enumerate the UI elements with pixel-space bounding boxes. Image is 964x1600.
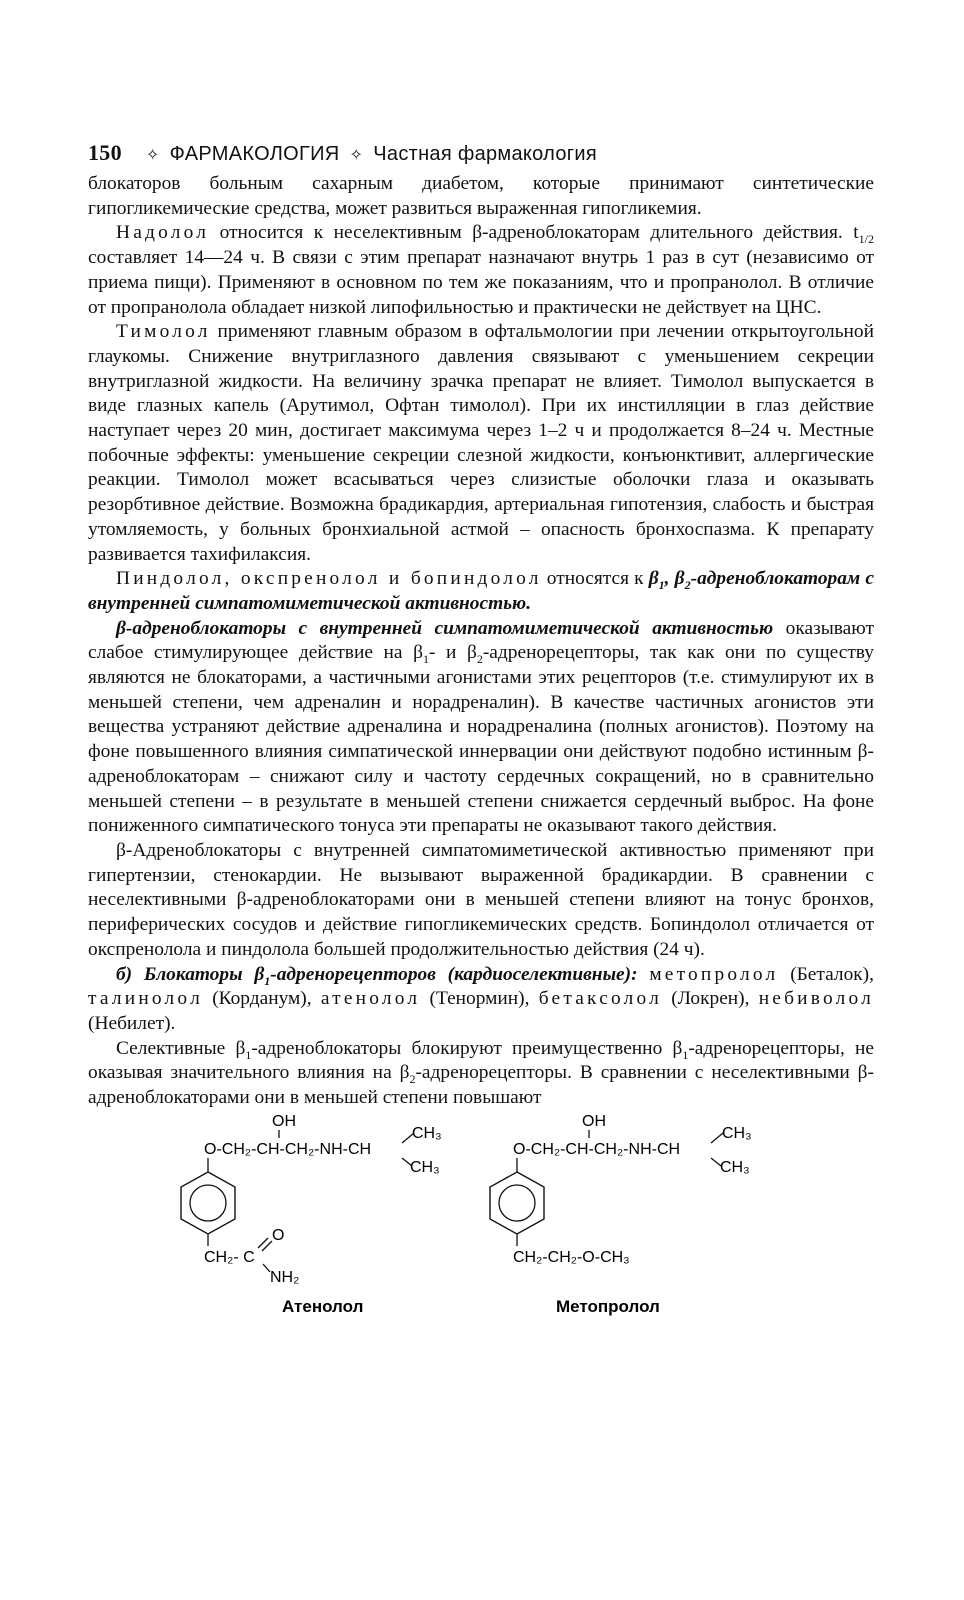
- methyl-top-label: CH₃: [722, 1125, 752, 1142]
- drug-names: Пиндолол, окспренолол и бопиндолол: [116, 568, 542, 590]
- aromatic-circle: [499, 1185, 535, 1221]
- running-header: [88, 140, 874, 166]
- drug-name: метопролол: [649, 963, 779, 985]
- paragraph-pindolol: Пиндолол, окспренолол и бопиндолол относятся к $\beta_1$, $\beta_2$-адреноблокаторам с внутренней симпатомиметической активностью.: [88, 568, 874, 614]
- atenolol-structure: [181, 1113, 442, 1316]
- book-title: ФАРМАКОЛОГИЯ: [169, 143, 340, 165]
- drug-name: небиволол: [758, 988, 875, 1010]
- drug-name: талинолол: [88, 988, 203, 1010]
- paragraph-isa-usage: β-Адреноблокаторы с внутренней симпатомиметической активностью применяют при гипертензии, стенокардии. Не вызывают выраженной брадикардии. В сравнении с неселективными β-адреноблокаторами они в меньшей степени влияют на тонус бронхов, периферических сосудов и действие гипогликемических средств. Бопиндолол отличается от окспренолола и пиндолола большей продолжительностью действия (24 ч).: [88, 839, 874, 960]
- separator-glyph: ✧: [349, 147, 364, 164]
- paragraph-nadolol: Надолол относится к неселективным β-адреноблокаторам длительного действия. $t_{1/2}$ составляет 14—24 ч. В связи с этим препарат назначают внутрь 1 раз в сут (независимо от приема пищи). Применяют в основном по тем же показаниям, что и пропранолол. В отличие от пропранолола обладает низкой липофильностью и практически не действует на ЦНС.: [88, 222, 874, 318]
- drug-name: бетаксолол: [538, 988, 663, 1010]
- metoprolol-caption: Метопролол: [556, 1297, 660, 1316]
- italic-term: β-адреноблокаторы с внутренней симпатомиметической активностью: [116, 617, 774, 639]
- paragraph-selective: Селективные $\beta_1$-адреноблокаторы блокируют преимущественно $\beta_1$-адренорецепторы, не оказывая значительного влияния на $\beta_2$-адренорецепторы. В сравнении с неселективными β-адреноблокаторами они в меньшей степени повышают: [88, 1037, 874, 1109]
- drug-name: Надолол: [116, 222, 210, 244]
- drug-name: Тимолол: [116, 321, 211, 343]
- atenolol-caption: Атенолол: [282, 1297, 364, 1316]
- hydroxyl-label: OH: [272, 1113, 296, 1130]
- paragraph-timolol: Тимолол применяют главным образом в офтальмологии при лечении открытоугольной глаукомы. Снижение внутриглазного давления связывают с уменьшением секреции внутриглазной жидкости. На величину зрачка препарат не влияет. Тимолол выпускается в виде глазных капель (Арутимол, Офтан тимолол). При их инстилляции в глаз действие наступает через 20 мин, достигает максимума через 1–2 ч и продолжается 8–24 ч. Местные побочные эффекты: уменьшение секреции слезной жидкости, конъюнктивит, аллергические реакции. Тимолол может всасываться через слизистые оболочки глаза и оказывать резорбтивное действие. Возможна брадикардия, артериальная гипотензия, слабость и быстрая утомляемость, у больных бронхиальной астмой – опасность бронхоспазма. К препарату развивается тахифилаксия.: [88, 321, 874, 565]
- metoprolol-structure: [490, 1113, 752, 1316]
- hydroxyl-label: OH: [582, 1113, 606, 1130]
- side-chain-label: O-CH₂-CH-CH₂-NH-CH: [204, 1141, 372, 1158]
- bond-line: [263, 1264, 270, 1272]
- methyl-bottom-label: CH₃: [720, 1159, 750, 1176]
- benzene-ring: [181, 1172, 235, 1234]
- section-heading: б) Блокаторы $\beta_1$-адренорецепторов (кардиоселективные):: [116, 963, 638, 988]
- structures-svg: [0, 1100, 964, 1420]
- separator-glyph: ✧: [145, 147, 160, 164]
- paragraph-hypoglycemia: блокаторов больным сахарным диабетом, которые принимают синтетические гипогликемические средства, может развиться выраженная гипогликемия.: [88, 173, 874, 219]
- side-chain-label: O-CH₂-CH-CH₂-NH-CH: [513, 1141, 681, 1158]
- amide-chain-label: CH₂- C: [204, 1249, 255, 1266]
- chemical-structures: [0, 1100, 964, 1420]
- page-number: 150: [88, 140, 122, 165]
- methyl-bottom-label: CH₃: [410, 1159, 440, 1176]
- amine-label: NH₂: [270, 1269, 300, 1286]
- methoxyethyl-label: CH₂-CH₂-O-CH₃: [513, 1249, 630, 1266]
- methyl-top-label: CH₃: [412, 1125, 442, 1142]
- benzene-ring: [490, 1172, 544, 1234]
- paragraph-cardioselective: б) Блокаторы $\beta_1$-адренорецепторов (кардиоселективные): метопролол (Беталок), талинолол (Корданум), атенолол (Тенормин), бетаксолол (Локрен), небиволол (Небилет).: [88, 963, 875, 1034]
- paragraph-isa-blockers: β-адреноблокаторы с внутренней симпатомиметической активностью оказывают слабое стимулирующее действие на $\beta_1-$ и $\beta_2$-адренорецепторы, так как они по существу являются не блокаторами, а частичными агонистами этих рецепторов (т.е. стимулируют их в меньшей степени, чем адреналин и норадреналин). В качестве частичных агонистов эти вещества устраняют действие адреналина и норадреналина (полных агонистов). Поэтому на фоне повышенного влияния симпатической иннервации они действуют подобно истинным β-адреноблокаторам – снижают силу и частоту сердечных сокращений, но в сравнительно меньшей степени – в результате в меньшей степени снижается сердечный выброс. На фоне пониженного симпатического тонуса эти препараты не оказывают такого действия.: [88, 617, 874, 837]
- aromatic-circle: [190, 1185, 226, 1221]
- book-page: [88, 140, 874, 1111]
- drug-name: атенолол: [320, 988, 421, 1010]
- section-title: Частная фармакология: [373, 143, 597, 165]
- oxygen-label: O: [272, 1227, 285, 1244]
